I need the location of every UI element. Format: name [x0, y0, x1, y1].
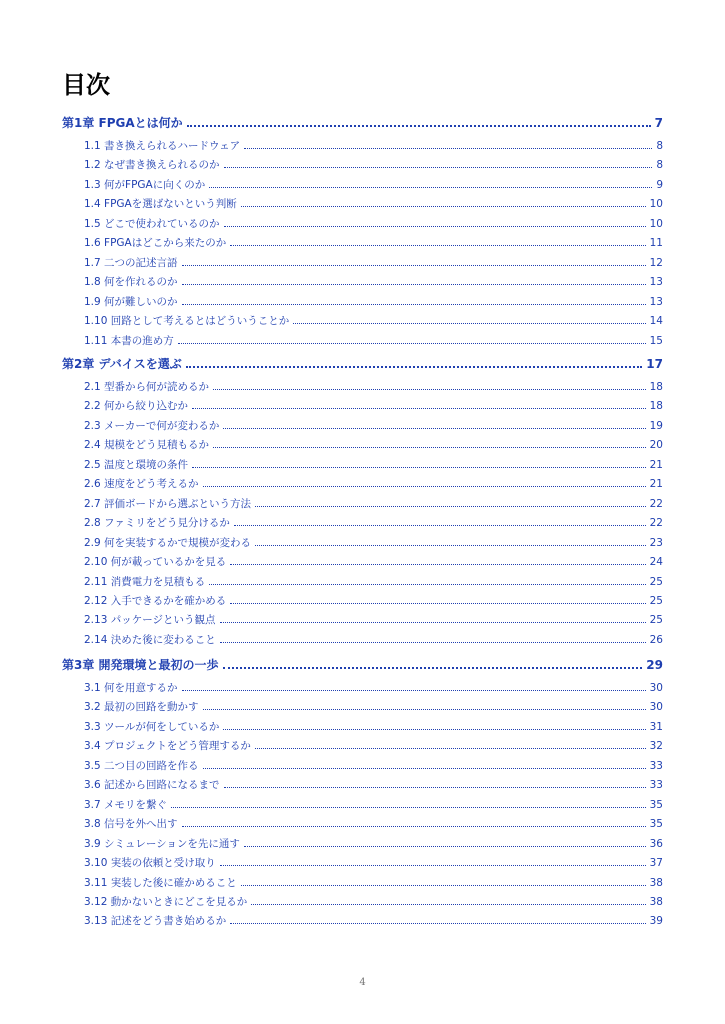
dot-leader [224, 218, 646, 227]
toc-section-link[interactable] [84, 680, 663, 696]
toc-entry-page: 10 [649, 198, 663, 210]
toc-section-link[interactable] [84, 836, 663, 852]
toc-entry-page: 17 [646, 357, 663, 371]
dot-leader [178, 335, 646, 344]
toc-entry-page: 18 [649, 381, 663, 393]
toc-entry-label: 2.1 型番から何が読めるか [84, 381, 210, 393]
dot-leader [255, 537, 646, 546]
toc-entry-page: 10 [649, 218, 663, 230]
toc-entry-label: 2.9 何を実装するかで規模が変わる [84, 537, 252, 549]
dot-leader [187, 116, 651, 127]
toc-entry-page: 18 [649, 400, 663, 412]
page-number: 4 [359, 977, 366, 988]
toc-entry-page: 37 [649, 857, 663, 869]
toc-entry-page: 7 [654, 116, 663, 130]
dot-leader [293, 315, 645, 324]
toc-entry-label: 2.14 決めた後に変わること [84, 634, 216, 646]
toc-chapter-link[interactable] [62, 114, 663, 132]
toc-section-link[interactable] [84, 816, 663, 832]
toc-section-link[interactable] [84, 138, 663, 154]
toc-entry-label: 2.7 評価ボードから選ぶという方法 [84, 498, 252, 510]
toc-section-link[interactable] [84, 574, 663, 590]
dot-leader [182, 257, 646, 266]
toc-entry-page: 22 [649, 517, 663, 529]
dot-leader [203, 478, 646, 487]
toc-entry-page: 13 [649, 296, 663, 308]
dot-leader [220, 614, 646, 623]
toc-chapter-link[interactable] [62, 656, 663, 674]
dot-leader [171, 799, 646, 808]
dot-leader [209, 179, 652, 188]
toc-entry-label: 2.2 何から絞り込むか [84, 400, 189, 412]
toc-entry-page: 21 [649, 459, 663, 471]
toc-entry-page: 38 [649, 877, 663, 889]
toc-entry-page: 14 [649, 315, 663, 327]
dot-leader [241, 198, 646, 207]
toc-entry-page: 36 [649, 838, 663, 850]
toc-entry-page: 33 [649, 779, 663, 791]
toc-section-link[interactable] [84, 379, 663, 395]
toc-section-link[interactable] [84, 738, 663, 754]
toc-entry-page: 9 [656, 179, 663, 191]
toc-section-link[interactable] [84, 476, 663, 492]
toc-entry-label: 2.4 規模をどう見積もるか [84, 439, 210, 451]
toc-entry-page: 35 [649, 799, 663, 811]
dot-leader [182, 276, 646, 285]
toc-entry-label: 1.6 FPGAはどこから来たのか [84, 237, 227, 249]
toc-entry-page: 12 [649, 257, 663, 269]
toc-section-link[interactable] [84, 554, 663, 570]
toc-section-link[interactable] [84, 313, 663, 329]
toc-entry-label: 1.10 回路として考えるとはどういうことか [84, 315, 290, 327]
toc-section-link[interactable] [84, 612, 663, 628]
dot-leader [241, 877, 646, 886]
toc-section-link[interactable] [84, 593, 663, 609]
toc-entry-label: 2.12 入手できるかを確かめる [84, 595, 227, 607]
toc-entry-label: 3.1 何を用意するか [84, 682, 178, 694]
dot-leader [223, 721, 645, 730]
dot-leader [223, 658, 643, 669]
page-title: 目次 [62, 71, 110, 99]
toc-entry-page: 13 [649, 276, 663, 288]
dot-leader [186, 357, 643, 368]
toc-section-link[interactable] [84, 418, 663, 434]
toc-entry-label: 3.4 プロジェクトをどう管理するか [84, 740, 251, 752]
toc-section-link[interactable] [84, 196, 663, 212]
toc-section-link[interactable] [84, 875, 663, 891]
toc-entry-label: 3.7 メモリを繋ぐ [84, 799, 168, 811]
toc-entry-page: 33 [649, 760, 663, 772]
toc-section-link[interactable] [84, 758, 663, 774]
toc-entry-label: 1.8 何を作れるのか [84, 276, 178, 288]
toc-entry-page: 25 [649, 576, 663, 588]
toc-entry-page: 26 [649, 634, 663, 646]
dot-leader [230, 915, 645, 924]
toc-section-link[interactable] [84, 437, 663, 453]
toc-entry-label: 1.9 何が難しいのか [84, 296, 178, 308]
dot-leader [182, 296, 646, 305]
toc-entry-page: 22 [649, 498, 663, 510]
toc-entry-page: 25 [649, 614, 663, 626]
toc-entry-page: 24 [649, 556, 663, 568]
toc-section-link[interactable] [84, 535, 663, 551]
dot-leader [244, 140, 652, 149]
toc-entry-label: 1.1 書き換えられるハードウェア [84, 140, 241, 152]
toc-entry-label: 1.3 何がFPGAに向くのか [84, 179, 206, 191]
toc-entry-label: 3.8 信号を外へ出す [84, 818, 178, 830]
toc-section-link[interactable] [84, 855, 663, 871]
dot-leader [220, 634, 646, 643]
toc-section-link[interactable] [84, 515, 663, 531]
toc-entry-label: 第2章 デバイスを選ぶ [62, 357, 182, 371]
dot-leader [192, 400, 646, 409]
dot-leader [192, 459, 646, 468]
dot-leader [255, 740, 646, 749]
toc-chapter-link[interactable] [62, 355, 663, 373]
toc-section-link[interactable] [84, 274, 663, 290]
toc-entry-label: 2.8 ファミリをどう見分けるか [84, 517, 230, 529]
toc-entry-page: 23 [649, 537, 663, 549]
toc-entry-page: 31 [649, 721, 663, 733]
toc-section-link[interactable] [84, 496, 663, 512]
toc-entry-label: 3.2 最初の回路を動かす [84, 701, 199, 713]
toc-section-link[interactable] [84, 157, 663, 173]
toc-entry-label: 2.11 消費電力を見積もる [84, 576, 206, 588]
toc-entry-label: 3.3 ツールが何をしているか [84, 721, 220, 733]
toc-section-link[interactable] [84, 216, 663, 232]
toc-entry-page: 8 [656, 140, 663, 152]
toc-section-link[interactable] [84, 797, 663, 813]
toc-entry-label: 第1章 FPGAとは何か [62, 116, 183, 130]
toc-entry-label: 2.3 メーカーで何が変わるか [84, 420, 220, 432]
toc-section-link[interactable] [84, 632, 663, 648]
toc-entry-label: 2.13 パッケージという観点 [84, 614, 216, 626]
toc-entry-label: 3.13 記述をどう書き始めるか [84, 915, 227, 927]
toc-section-link[interactable] [84, 699, 663, 715]
toc-entry-label: 1.4 FPGAを選ばないという判断 [84, 198, 237, 210]
toc-entry-label: 3.5 二つ目の回路を作る [84, 760, 199, 772]
toc-section-link[interactable] [84, 235, 663, 251]
dot-leader [244, 838, 646, 847]
toc-entry-label: 3.10 実装の依頼と受け取り [84, 857, 216, 869]
toc-entry-page: 32 [649, 740, 663, 752]
toc-entry-label: 3.6 記述から回路になるまで [84, 779, 220, 791]
toc-section-link[interactable] [84, 294, 663, 310]
toc-entry-label: 2.10 何が載っているかを見る [84, 556, 227, 568]
toc-entry-page: 8 [656, 159, 663, 171]
toc-entry-label: 2.5 温度と環境の条件 [84, 459, 189, 471]
dot-leader [224, 779, 646, 788]
toc-entry-page: 20 [649, 439, 663, 451]
toc-entry-page: 30 [649, 682, 663, 694]
dot-leader [182, 682, 646, 691]
dot-leader [234, 517, 646, 526]
toc-entry-page: 11 [649, 237, 663, 249]
toc-entry-page: 19 [649, 420, 663, 432]
dot-leader [251, 896, 645, 905]
toc-entry-page: 30 [649, 701, 663, 713]
toc-entry-label: 1.2 なぜ書き換えられるのか [84, 159, 220, 171]
toc-entry-page: 21 [649, 478, 663, 490]
toc-entry-label: 3.12 動かないときにどこを見るか [84, 896, 248, 908]
toc-entry-page: 38 [649, 896, 663, 908]
dot-leader [182, 818, 646, 827]
toc-section-link[interactable] [84, 398, 663, 414]
toc-entry-label: 第3章 開発環境と最初の一歩 [62, 658, 219, 672]
toc-section-link[interactable] [84, 913, 663, 929]
toc-entry-label: 3.11 実装した後に確かめること [84, 877, 237, 889]
toc-entry-page: 15 [649, 335, 663, 347]
toc-entry-label: 1.5 どこで使われているのか [84, 218, 220, 230]
dot-leader [230, 595, 645, 604]
toc-entry-label: 1.7 二つの記述言語 [84, 257, 178, 269]
toc-entry-page: 39 [649, 915, 663, 927]
toc-section-link[interactable] [84, 719, 663, 735]
dot-leader [224, 159, 653, 168]
dot-leader [255, 498, 646, 507]
toc-entry-page: 35 [649, 818, 663, 830]
dot-leader [230, 556, 645, 565]
dot-leader [203, 701, 646, 710]
dot-leader [220, 857, 646, 866]
toc-entry-page: 29 [646, 658, 663, 672]
dot-leader [209, 576, 645, 585]
toc-section-link[interactable] [84, 177, 663, 193]
toc-section-link[interactable] [84, 255, 663, 271]
toc-section-link[interactable] [84, 777, 663, 793]
toc-entry-label: 3.9 シミュレーションを先に通す [84, 838, 240, 850]
dot-leader [223, 420, 645, 429]
dot-leader [213, 381, 646, 390]
toc-entry-page: 25 [649, 595, 663, 607]
toc-section-link[interactable] [84, 457, 663, 473]
toc-section-link[interactable] [84, 894, 663, 910]
toc-entry-label: 1.11 本書の進め方 [84, 335, 174, 347]
toc-entry-label: 2.6 速度をどう考えるか [84, 478, 199, 490]
dot-leader [203, 760, 646, 769]
dot-leader [230, 237, 645, 246]
toc-section-link[interactable] [84, 333, 663, 349]
dot-leader [213, 439, 646, 448]
